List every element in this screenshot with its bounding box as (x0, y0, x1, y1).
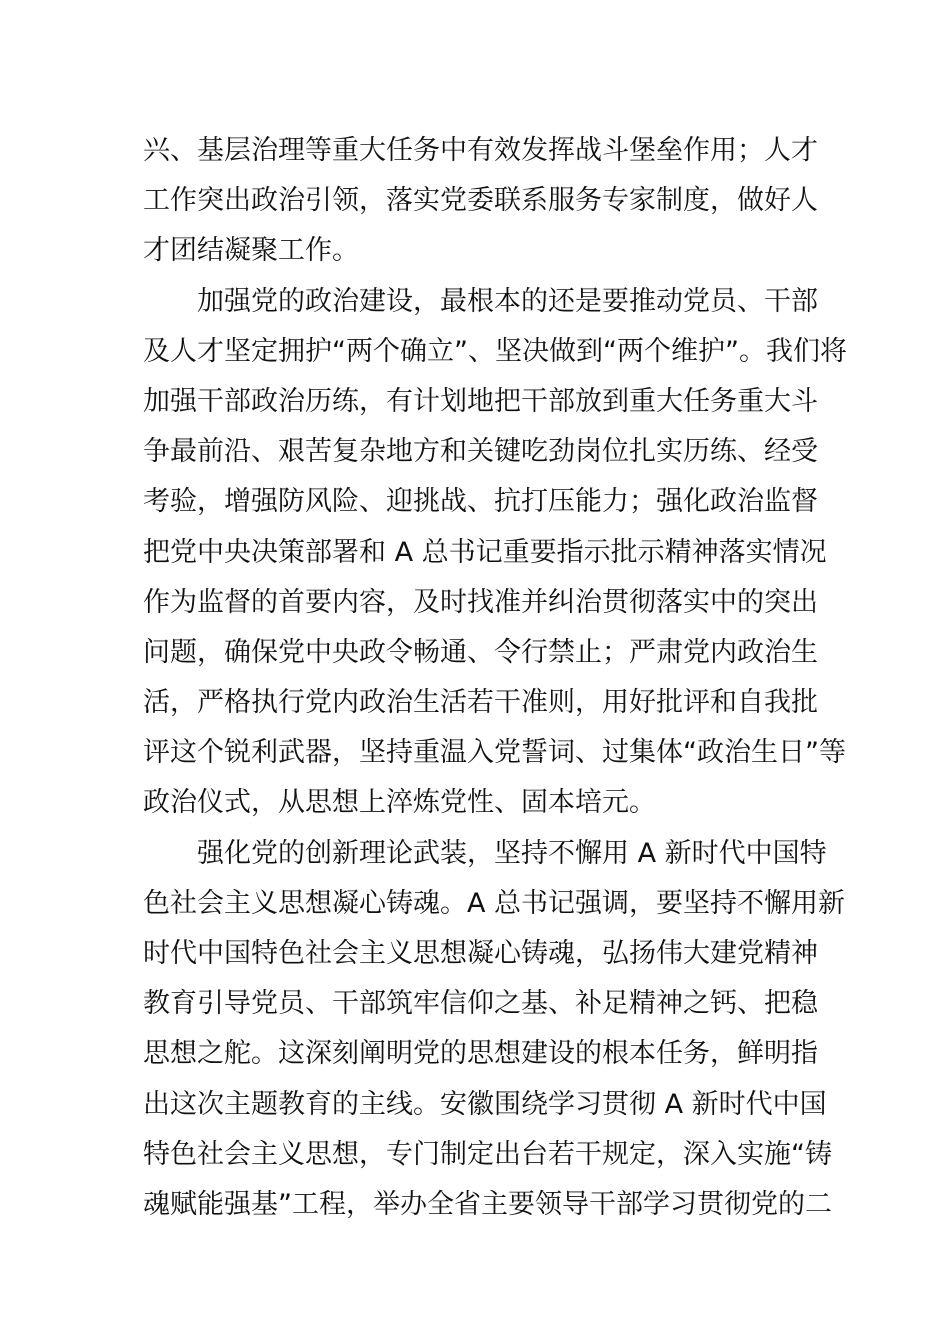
text-line: 时代中国特色社会主义思想凝心铸魂，弘扬伟大建党精神 (143, 938, 818, 969)
text-line: 教育引导党员、干部筑牢信仰之基、补足精神之钙、把稳 (143, 988, 818, 1020)
text-line: 思想之舵。这深刻阐明党的思想建设的根本任务，鲜明指 (143, 1038, 818, 1070)
text-line: 争最前沿、艰苦复杂地方和关键吃劲岗位扎实历练、经受 (143, 436, 818, 468)
text-line: 评这个锐利武器，坚持重温入党誓词、过集体“政治生日”等 (143, 737, 846, 769)
text-line: 色社会主义思想凝心铸魂。A 总书记强调，要坚持不懈用新 (143, 887, 846, 919)
body-text (143, 126, 847, 1230)
text-line: 作为监督的首要内容，及时找准并纠治贯彻落实中的突出 (143, 586, 818, 618)
text-line: 才团结凝聚工作。 (143, 235, 359, 267)
text-line: 把党中央决策部署和 A 总书记重要指示批示精神落实情况 (143, 536, 827, 568)
text-line: 兴、基层治理等重大任务中有效发挥战斗堡垒作用；人才 (143, 135, 818, 166)
text-line: 工作突出政治引领，落实党委联系服务专家制度，做好人 (143, 185, 818, 217)
text-line: 活，严格执行党内政治生活若干准则，用好批评和自我批 (143, 687, 818, 719)
text-line: 魂赋能强基”工程，举办全省主要领导干部学习贯彻党的二 (143, 1188, 832, 1220)
text-line: 加强党的政治建设，最根本的还是要推动党员、干部 (143, 285, 818, 317)
text-line: 强化党的创新理论武装，坚持不懈用 A 新时代中国特 (143, 837, 827, 869)
text-line: 出这次主题教育的主线。安徽围绕学习贯彻 A 新时代中国 (143, 1088, 827, 1120)
text-line: 及人才坚定拥护“两个确立”、坚决做到“两个维护”。我们将 (143, 335, 847, 367)
text-line: 问题，确保党中央政令畅通、令行禁止；严肃党内政治生 (143, 636, 818, 668)
text-line: 加强干部政治历练，有计划地把干部放到重大任务重大斗 (143, 385, 818, 417)
text-line: 考验，增强防风险、迎挑战、抗打压能力；强化政治监督 (143, 486, 818, 518)
text-line: 政治仪式，从思想上淬炼党性、固本培元。 (143, 787, 656, 819)
text-line: 特色社会主义思想，专门制定出台若干规定，深入实施“铸 (143, 1138, 832, 1170)
